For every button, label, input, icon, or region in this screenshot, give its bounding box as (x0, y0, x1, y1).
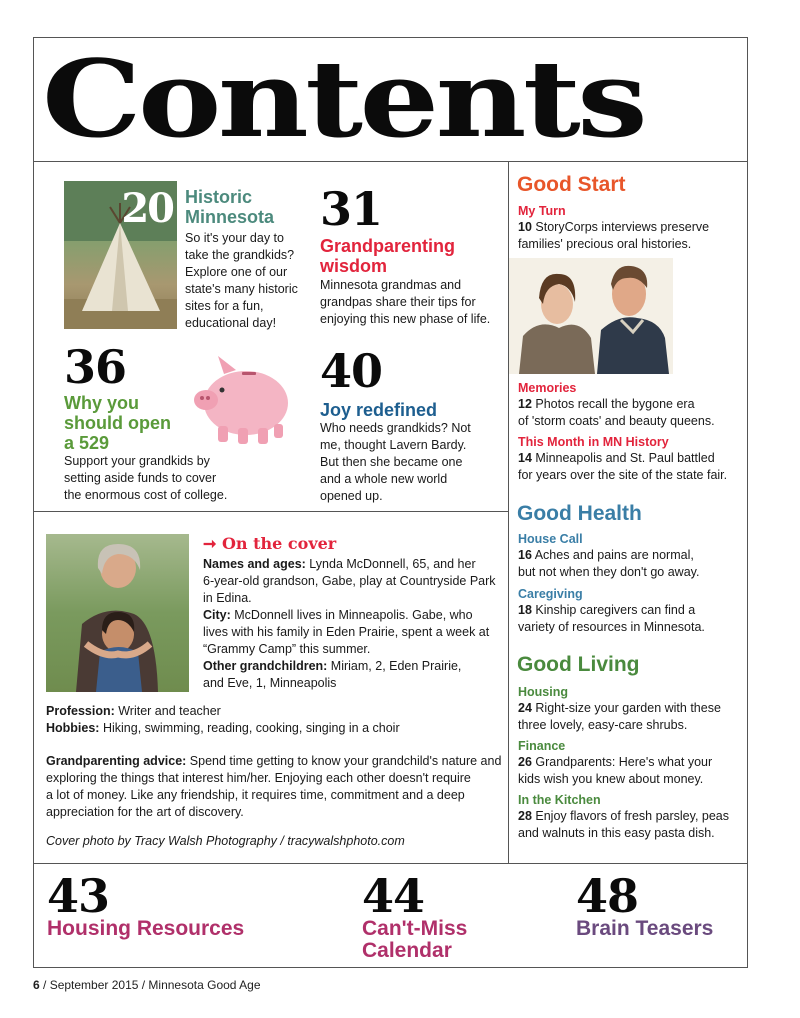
feature-31-title-line1[interactable]: Grandparenting (320, 236, 456, 256)
bottom-44-title-line1[interactable]: Can't-Miss (362, 917, 468, 940)
good-start-item-mn-history[interactable]: This Month in MN History 14 Minneapolis and St. Paul battled for years over the site of the state fair. (518, 435, 728, 482)
bottom-48-title[interactable]: Brain Teasers (576, 917, 714, 940)
feature-31-number: 31 (320, 182, 383, 236)
feature-36-title-line2[interactable]: should open (64, 413, 171, 433)
feature-36-blurb: Support your grandkids by setting aside funds to cover the enormous cost of college. (64, 454, 228, 502)
good-health-item-house-call[interactable]: House Call 16 Aches and pains are normal, but not when they don't go away. (518, 532, 700, 579)
feature-36-number: 36 (64, 340, 127, 394)
bottom-43-title[interactable]: Housing Resources (47, 917, 245, 940)
page-footer: 6 / September 2015 / Minnesota Good Age (33, 978, 261, 992)
grandmother-grandson-illustration (46, 534, 189, 692)
rule-above-cover (33, 511, 509, 512)
feature-20-blurb: So it's your day to take the grandkids? Explore one of our state's many historic sites for a fun, educational day! (185, 231, 298, 330)
good-living-item-finance[interactable]: Finance 26 Grandparents: Here's what your kids wish you knew about money. (518, 739, 713, 786)
good-living-item-housing[interactable]: Housing 24 Right-size your garden with these three lovely, easy-care shrubs. (518, 685, 721, 732)
feature-31-blurb: Minnesota grandmas and grandpas share their tips for enjoying this new phase of life. (320, 278, 491, 326)
feature-40-blurb: Who needs grandkids? Not me, thought Lavern Bardy. But then she became one and a whole new world opened up. (320, 421, 471, 503)
feature-31-title-line2[interactable]: wisdom (320, 256, 388, 276)
feature-36-title-line3[interactable]: a 529 (64, 433, 110, 453)
good-living-heading: Good Living (517, 653, 640, 676)
feature-20-title-line1[interactable]: Historic (185, 187, 253, 207)
cover-photo-credit: Cover photo by Tracy Walsh Photography / tracywalshphoto.com (46, 834, 405, 848)
historic-tipi-photo (64, 181, 177, 329)
feature-40-title[interactable]: Joy redefined (320, 400, 438, 420)
good-start-item-memories[interactable]: Memories 12 Photos recall the bygone era of 'storm coats' and beauty queens. (518, 381, 715, 428)
bottom-44-title-line2[interactable]: Calendar (362, 939, 452, 962)
rule-above-bottom (33, 863, 748, 864)
good-health-heading: Good Health (517, 502, 642, 525)
masthead-title: Contents (42, 36, 645, 161)
bottom-43-number: 43 (47, 869, 110, 923)
good-living-item-kitchen[interactable]: In the Kitchen 28 Enjoy flavors of fresh parsley, peas and walnuts in this easy pasta dish. (518, 793, 730, 840)
good-health-item-caregiving[interactable]: Caregiving 18 Kinship caregivers can find a variety of resources in Minnesota. (518, 587, 705, 634)
good-start-heading: Good Start (517, 173, 626, 196)
on-the-cover-heading: ➞ On the cover (203, 534, 337, 553)
feature-40-number: 40 (320, 344, 383, 398)
cover-details: Names and ages: Lynda McDonnell, 65, and her 6-year-old grandson, Gabe, play at Countryside Park in Edina. City: McDonnell lives in Minneapolis. Gabe, who lives with his family in Eden Prairie, spent a week at “Grammy Camp” this summer. Other grandchildren: Miriam, 2, Eden Prairie, and Eve, 1, Minneapolis (203, 557, 496, 690)
bottom-44-number: 44 (362, 869, 425, 923)
vintage-couple-photo (509, 258, 673, 374)
bottom-48-number: 48 (576, 869, 639, 923)
cover-photo (46, 534, 189, 692)
feature-20-title-line2[interactable]: Minnesota (185, 207, 275, 227)
cover-profession-hobbies: Profession: Writer and teacher Hobbies: Hiking, swimming, reading, cooking, singing in a choir (46, 704, 400, 735)
piggy-bank-icon (188, 348, 296, 448)
cover-advice: Grandparenting advice: Spend time getting to know your grandchild's nature and exploring the things that interest him/her. Enjoying each other doesn't require a lot of money. Like any friendship, it requires time, commitment and a deep appreciation for the art of discovery. (46, 754, 502, 819)
rule-under-masthead (33, 161, 748, 162)
arrow-right-icon: ➞ (203, 534, 217, 553)
vintage-couple-illustration (509, 258, 673, 374)
good-start-item-my-turn[interactable]: My Turn 10 StoryCorps interviews preserve families' precious oral histories. (518, 204, 710, 251)
feature-20-number: 20 (121, 185, 173, 232)
feature-36-title-line1[interactable]: Why you (64, 393, 139, 413)
